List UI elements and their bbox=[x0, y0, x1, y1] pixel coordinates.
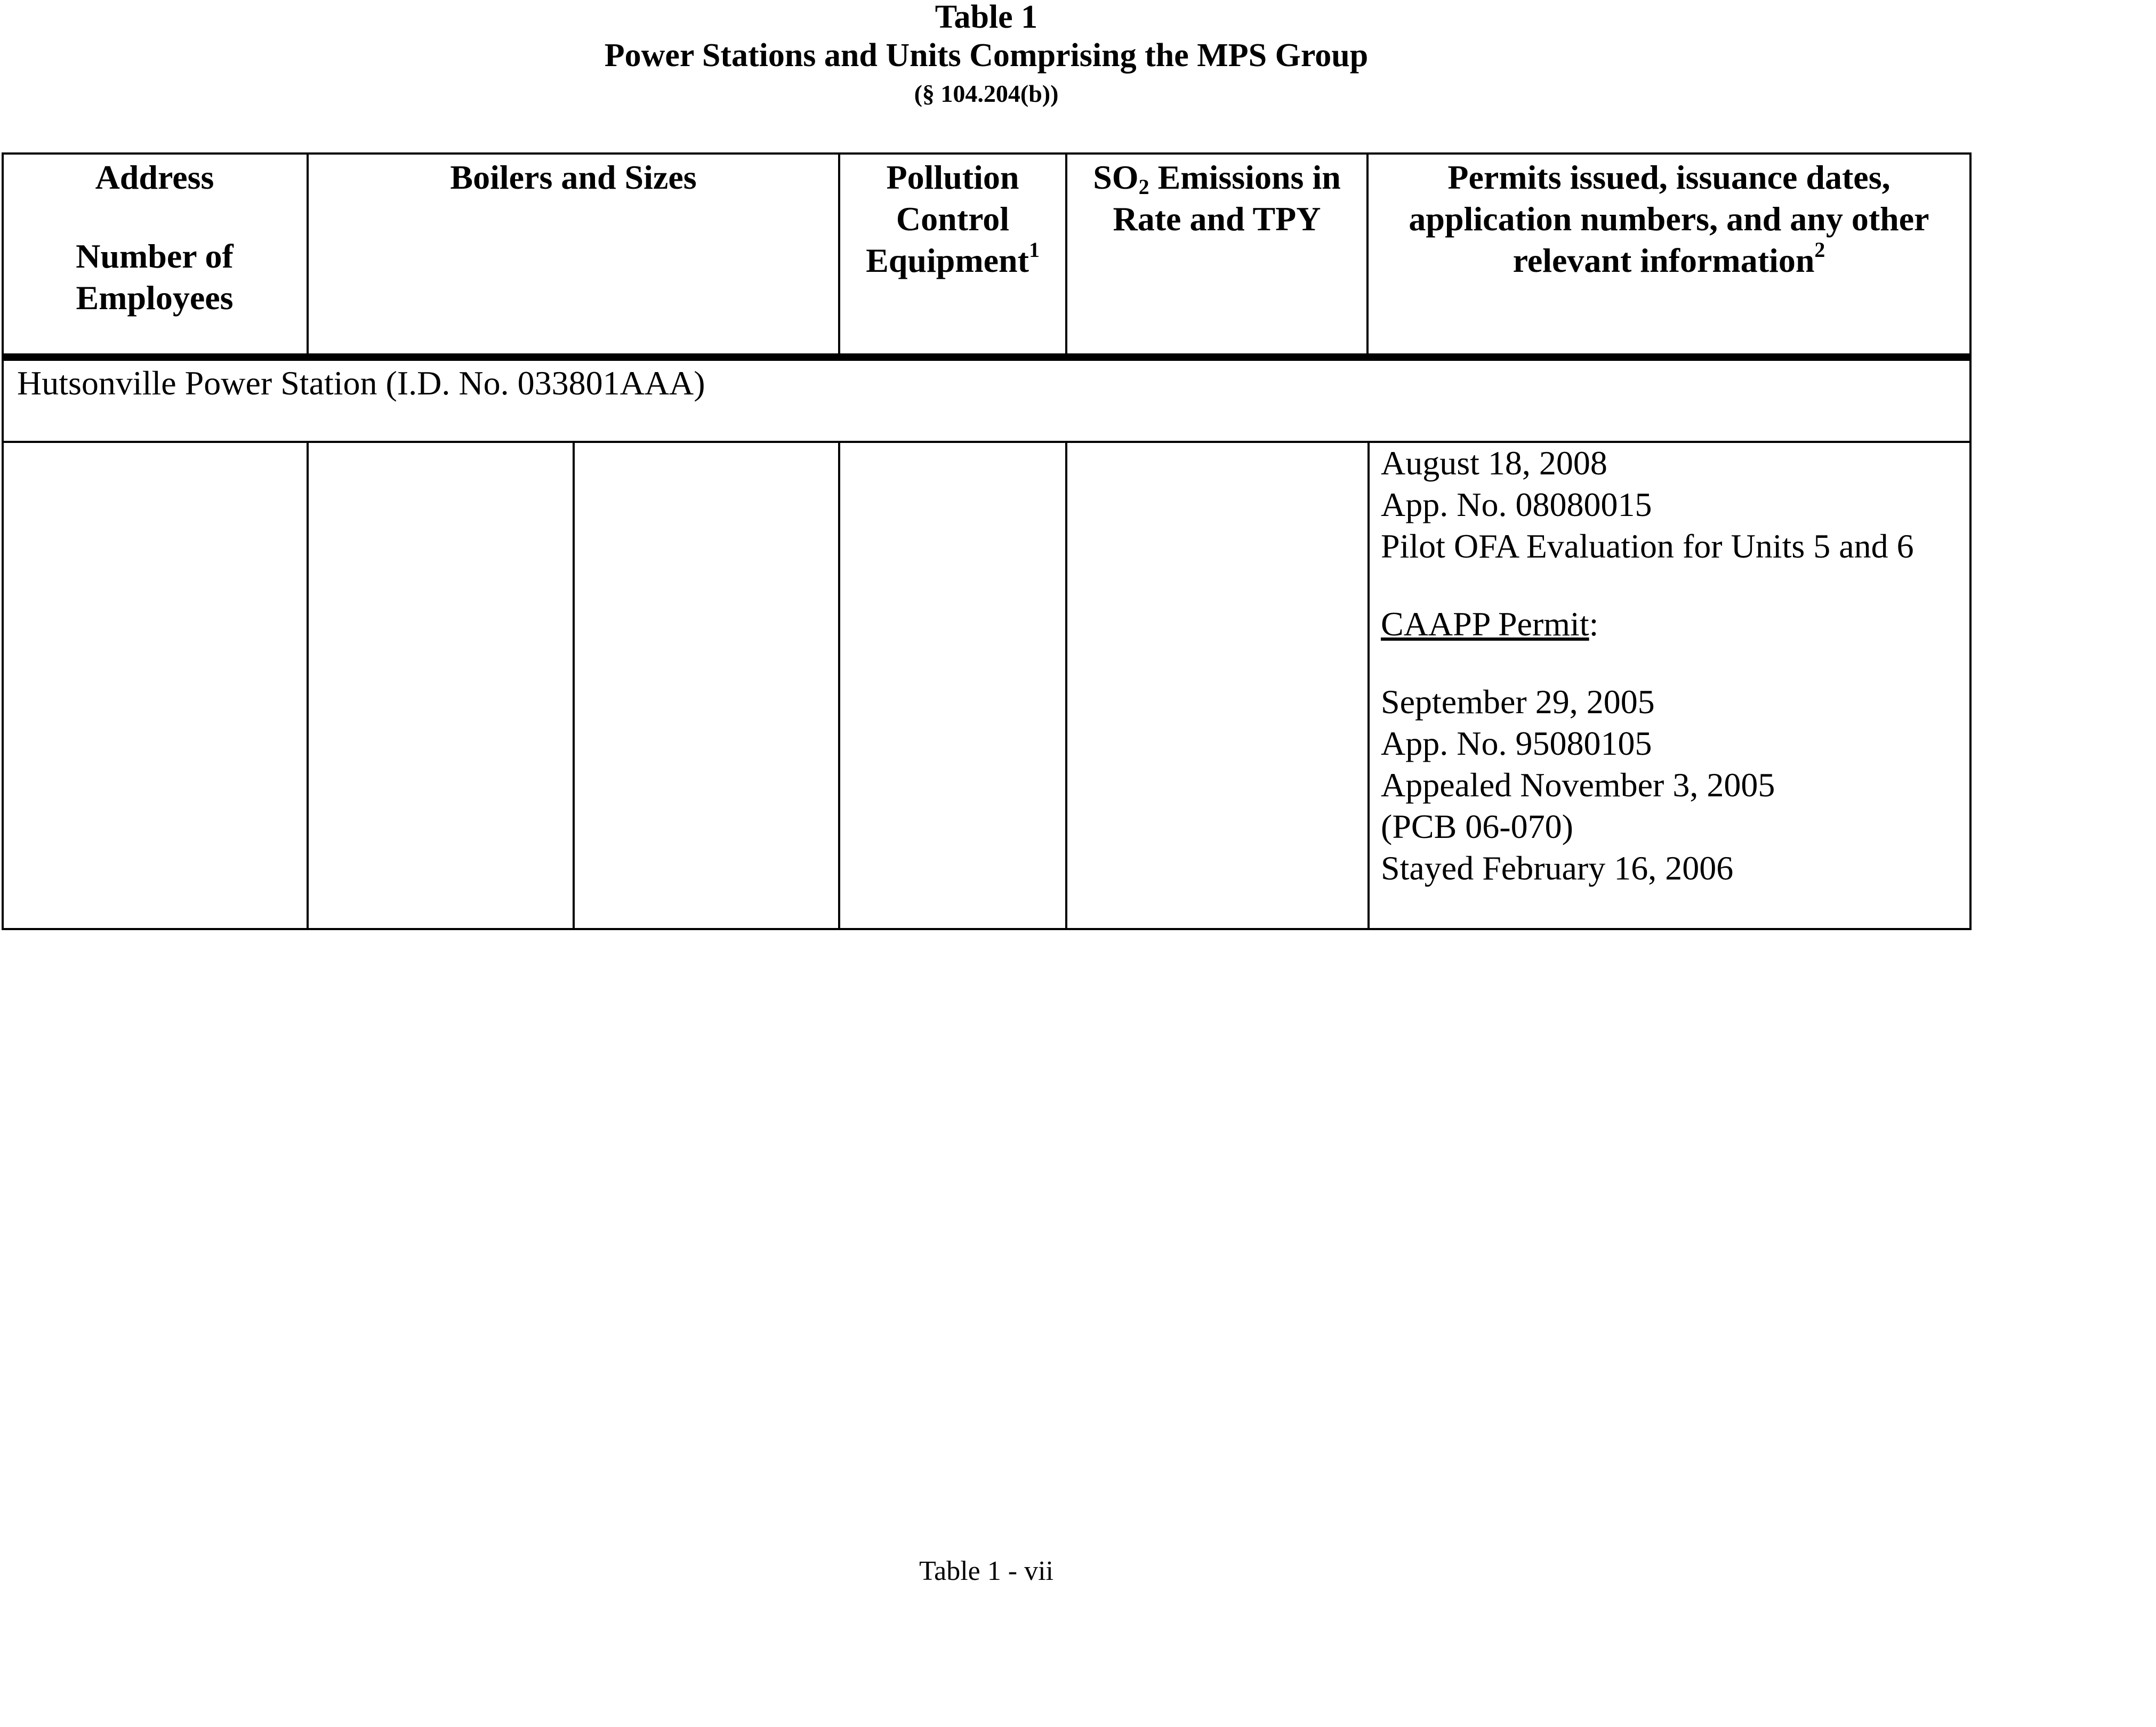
header-boilers-label: Boilers and Sizes bbox=[450, 158, 697, 196]
header-thick-divider bbox=[2, 353, 1972, 361]
permit-pcb-number: (PCB 06-070) bbox=[1381, 808, 1573, 845]
header-address-label: Address bbox=[95, 158, 214, 196]
table-right-border bbox=[1969, 152, 1972, 930]
permit-appealed-date: Appealed November 3, 2005 bbox=[1381, 766, 1775, 804]
station-name-row: Hutsonville Power Station (I.D. No. 033801AAA) bbox=[17, 364, 705, 402]
footnote-marker-2: 2 bbox=[1814, 238, 1825, 262]
header-pollution-control bbox=[840, 157, 1065, 281]
header-so2-emissions bbox=[1067, 157, 1366, 240]
header-boilers bbox=[309, 157, 838, 198]
header-so2-prefix: SO bbox=[1093, 158, 1139, 196]
permit-stayed-date: Stayed February 16, 2006 bbox=[1381, 849, 1734, 887]
table-title: Power Stations and Units Comprising the MPS Group bbox=[604, 37, 1369, 74]
table-number: Table 1 bbox=[935, 0, 1038, 35]
body-divider-2 bbox=[573, 441, 575, 930]
permit-date-2: September 29, 2005 bbox=[1381, 683, 1655, 721]
header-address bbox=[3, 157, 307, 319]
header-pollution-line2: Control bbox=[896, 200, 1010, 238]
permit-date-1: August 18, 2008 bbox=[1381, 444, 1607, 482]
header-pollution-line1: Pollution bbox=[886, 158, 1019, 196]
header-permits bbox=[1369, 157, 1969, 281]
table-regulation-reference: (§ 104.204(b)) bbox=[914, 80, 1059, 107]
permits-cell bbox=[1381, 442, 1914, 889]
caapp-permit-label: CAAPP Permit bbox=[1381, 605, 1589, 643]
table-top-border bbox=[2, 152, 1972, 155]
body-divider-3 bbox=[838, 441, 840, 930]
header-pollution-line3: Equipment bbox=[866, 241, 1029, 279]
permit-app-number-1: App. No. 08080015 bbox=[1381, 486, 1652, 523]
body-divider-5 bbox=[1367, 441, 1370, 930]
header-employees-line2: Employees bbox=[76, 279, 234, 317]
permit-app-number-2: App. No. 95080105 bbox=[1381, 724, 1652, 762]
header-permits-line1: Permits issued, issuance dates, bbox=[1447, 158, 1890, 196]
table-bottom-border bbox=[2, 928, 1972, 930]
header-so2-rest: Emissions in bbox=[1149, 158, 1341, 196]
header-permits-line2: application numbers, and any other bbox=[1409, 200, 1929, 238]
permit-description-1: Pilot OFA Evaluation for Units 5 and 6 bbox=[1381, 527, 1914, 565]
footnote-marker-1: 1 bbox=[1028, 238, 1040, 262]
header-so2-subscript: 2 bbox=[1138, 175, 1149, 199]
page-footer: Table 1 - vii bbox=[919, 1556, 1053, 1586]
body-divider-1 bbox=[307, 441, 309, 930]
header-employees-line1: Number of bbox=[76, 237, 234, 275]
header-permits-line3: relevant information bbox=[1513, 241, 1815, 279]
header-so2-line2: Rate and TPY bbox=[1113, 200, 1321, 238]
caapp-permit-colon: : bbox=[1589, 605, 1599, 643]
body-divider-4 bbox=[1065, 441, 1067, 930]
